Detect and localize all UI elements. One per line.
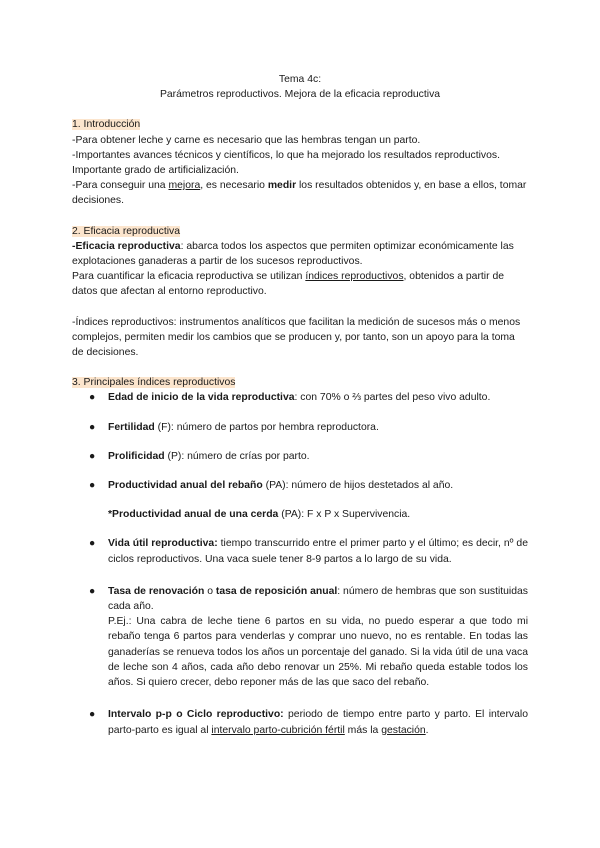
- section-eficacia: [72, 224, 528, 361]
- document-title: [72, 72, 528, 102]
- intervalo-cubricion-underlined: intervalo parto-cubrición fértil: [211, 724, 345, 736]
- section-indices: [72, 375, 528, 737]
- indices-underlined: índices reproductivos: [305, 271, 404, 283]
- bullet-icon: ●: [89, 538, 96, 550]
- list-item-tasa-renovacion: ● Tasa de renovación o tasa de reposición anual: número de hembras que son sustituidas cada año. P.Ej.: Una cabra de leche tiene 6 partos en su vida, no puedo esperar a que todo mi rebaño tenga 6 partos para venderlas y comprar uno nuevo, no es rentable. En todas las ganaderías se renueva todos los años un porcentaje del ganado. Si la vida útil de una vaca de leche son 4 años, cada año debo renovar un 25%. Mi rebaño queda estable todos los años. Si quiero crecer, debo reponer más de las que saco del rebaño.: [72, 584, 528, 690]
- bullet-icon: ●: [89, 480, 96, 492]
- intro-paragraph-2: -Importantes avances técnicos y científicos, lo que ha mejorado los resultados reproductivos. Importante grado de artificialización.: [72, 149, 500, 177]
- bullet-icon: ●: [89, 450, 96, 462]
- eficacia-paragraph-1: -Eficacia reproductiva: abarca todos los aspectos que permiten optimizar económicamente las explotaciones ganaderas a partir de los sucesos reproductivos.: [72, 240, 514, 268]
- eficacia-paragraph-3: -Índices reproductivos: instrumentos analíticos que facilitan la medición de sucesos más o menos complejos, permiten medir los cambios que se producen y, por tanto, son un apoyo para la toma de decisiones.: [72, 316, 521, 359]
- productividad-cerda-note: *Productividad anual de una cerda (PA): F x P x Supervivencia.: [108, 509, 411, 521]
- indices-list: [72, 390, 528, 493]
- list-item-edad: ● Edad de inicio de la vida reproductiva: con 70% o ⅔ partes del peso vivo adulto.: [72, 390, 528, 405]
- mejora-underlined: mejora: [168, 180, 201, 192]
- intro-paragraph-1: -Para obtener leche y carne es necesario que las hembras tengan un parto.: [72, 134, 421, 146]
- list-item-vida-util: ● Vida útil reproductiva: tiempo transcurrido entre el primer parto y el último; es decir, nº de ciclos reproductivos. Una vaca suele tener 8-9 partos a lo largo de su vida.: [89, 538, 528, 565]
- section-introduccion: [72, 117, 528, 208]
- section-3-heading: 3. Principales índices reproductivos: [72, 377, 236, 389]
- bullet-icon: ●: [89, 585, 96, 597]
- gestacion-underlined: gestación: [381, 724, 426, 736]
- list-item-intervalo: ● Intervalo p-p o Ciclo reproductivo: periodo de tiempo entre parto y parto. El intervalo parto-parto es igual al intervalo parto-cubrición fértil más la gestación.: [89, 709, 528, 736]
- title-line-1: Tema 4c:: [278, 74, 322, 85]
- list-item-prolificidad: ● Prolificidad (P): número de crías por parto.: [72, 449, 528, 464]
- section-2-heading: 2. Eficacia reproductiva: [72, 225, 181, 237]
- document-page: [72, 72, 528, 738]
- bullet-icon: ●: [89, 709, 96, 721]
- eficacia-paragraph-2: Para cuantificar la eficacia reproductiva se utilizan índices reproductivos, obtenidos a partir de datos que afectan al entorno reproductivo.: [72, 271, 505, 298]
- bullet-icon: ●: [89, 421, 96, 433]
- section-1-heading: 1. Introducción: [72, 119, 141, 131]
- list-item-productividad: ● Productividad anual del rebaño (PA): número de hijos destetados al año.: [72, 478, 528, 493]
- indices-list-continued: [72, 536, 528, 737]
- tasa-renovacion-example: P.Ej.: Una cabra de leche tiene 6 partos en su vida, no puedo esperar a que todo mi rebaño tenga 6 partos para venderlas y comprar uno nuevo, no es rentable. En todas las ganaderías se renueva todos los años un porcentaje del ganado. Si la vida útil de una vaca de leche son 4 años, cada año debo renovar un 25%. Mi rebaño queda estable todos los años. Si quiero crecer, debo reponer más de las que saco del rebaño.: [108, 616, 528, 689]
- list-item-fertilidad: ● Fertilidad (F): número de partos por hembra reproductora.: [72, 420, 528, 435]
- bullet-icon: ●: [89, 392, 96, 404]
- medir-bold: medir: [267, 180, 297, 192]
- intro-paragraph-3: -Para conseguir una mejora, es necesario medir los resultados obtenidos y, en base a ellos, tomar decisiones.: [72, 180, 527, 207]
- title-line-2: Parámetros reproductivos. Mejora de la eficacia reproductiva: [159, 89, 441, 101]
